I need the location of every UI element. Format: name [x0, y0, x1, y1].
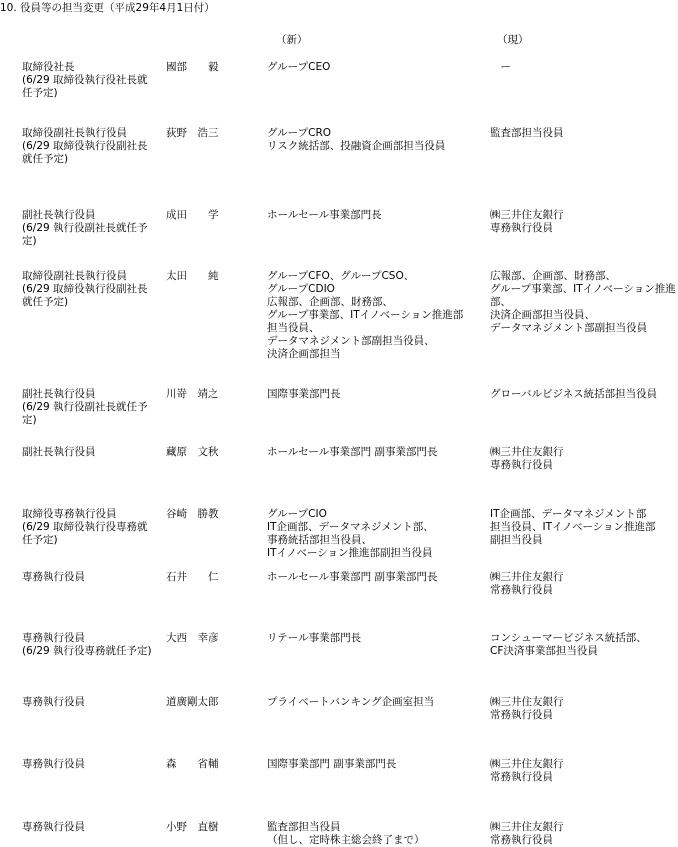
person-name: 川嵜 靖之	[166, 388, 219, 400]
new-assignment: グループCIO IT企画部、データマネジメント部、 事務統括部担当役員、 ITイノベーション推進部副担当役員	[267, 508, 434, 559]
position-title: 専務執行役員	[22, 758, 85, 770]
person-name: 森 省輔	[166, 758, 219, 770]
person-name: 谷崎 勝教	[166, 508, 219, 520]
section-title: 10. 役員等の担当変更（平成29年4月1日付）	[0, 2, 215, 14]
current-assignment: コンシューマービジネス統括部、 CF決済事業部担当役員	[490, 632, 647, 657]
new-assignment: 国際事業部門長	[267, 388, 341, 400]
new-assignment: ホールセール事業部門 副事業部門長	[267, 571, 438, 583]
new-assignment: グループCEO	[267, 61, 331, 73]
position-title: 専務執行役員	[22, 821, 85, 833]
new-assignment: グループCRO リスク統括部、投融資企画部担当役員	[267, 127, 446, 152]
position-title: 副社長執行役員 (6/29 執行役副社長就任予定)	[22, 209, 148, 247]
current-assignment: ㈱三井住友銀行 常務執行役員	[490, 758, 564, 783]
current-assignment: 監査部担当役員	[490, 127, 564, 139]
position-title: 取締役社長 (6/29 取締役執行役社長就任予定)	[22, 61, 148, 99]
current-assignment: ㈱三井住友銀行 専務執行役員	[490, 209, 564, 234]
column-header-new: （新）	[276, 34, 308, 46]
person-name: 大西 幸彦	[166, 632, 219, 644]
person-name: 成田 学	[166, 209, 219, 221]
current-assignment: IT企画部、データマネジメント部 担当役員、ITイノベーション推進部 副担当役員	[490, 508, 656, 546]
new-assignment: グループCFO、グループCSO、 グループCDIO 広報部、企画部、財務部、 グループ事業部、ITイノベーション推進部 担当役員、 データマネジメント部副担当役員、 決済企画部担当	[267, 270, 464, 360]
person-name: 太田 純	[166, 270, 219, 282]
current-assignment: ㈱三井住友銀行 専務執行役員	[490, 446, 564, 471]
current-assignment: グローバルビジネス統括部担当役員	[490, 388, 658, 400]
person-name: 石井 仁	[166, 571, 219, 583]
new-assignment: ホールセール事業部門 副事業部門長	[267, 446, 438, 458]
column-header-current: （現）	[497, 34, 529, 46]
new-assignment: ホールセール事業部門長	[267, 209, 382, 221]
person-name: 道廣剛太郎	[166, 696, 219, 708]
current-assignment: ㈱三井住友銀行 常務執行役員	[490, 571, 564, 596]
new-assignment: 国際事業部門 副事業部門長	[267, 758, 397, 770]
current-assignment: ー	[490, 61, 511, 73]
position-title: 副社長執行役員	[22, 446, 96, 458]
current-assignment: ㈱三井住友銀行 常務執行役員	[490, 821, 564, 846]
new-assignment: リテール事業部門長	[267, 632, 362, 644]
position-title: 副社長執行役員 (6/29 執行役副社長就任予定)	[22, 388, 148, 426]
position-title: 専務執行役員	[22, 696, 85, 708]
position-title: 専務執行役員	[22, 571, 85, 583]
person-name: 藏原 文秋	[166, 446, 219, 458]
position-title: 取締役副社長執行役員 (6/29 取締役執行役副社長就任予定)	[22, 127, 148, 165]
current-assignment: 広報部、企画部、財務部、 グループ事業部、ITイノベーション推進部、 決済企画部担当役員、 データマネジメント部副担当役員	[490, 270, 676, 334]
position-title: 取締役専務執行役員 (6/29 取締役執行役専務就任予定)	[22, 508, 148, 546]
position-title: 取締役副社長執行役員 (6/29 取締役執行役副社長就任予定)	[22, 270, 148, 308]
new-assignment: プライベートバンキング企画室担当	[267, 696, 435, 708]
new-assignment: 監査部担当役員 （但し、定時株主総会終了まで）	[267, 821, 425, 846]
current-assignment: ㈱三井住友銀行 常務執行役員	[490, 696, 564, 721]
position-title: 専務執行役員 (6/29 執行役専務就任予定)	[22, 632, 152, 657]
person-name: 國部 毅	[166, 61, 219, 73]
person-name: 小野 直樹	[166, 821, 219, 833]
person-name: 荻野 浩三	[166, 127, 219, 139]
